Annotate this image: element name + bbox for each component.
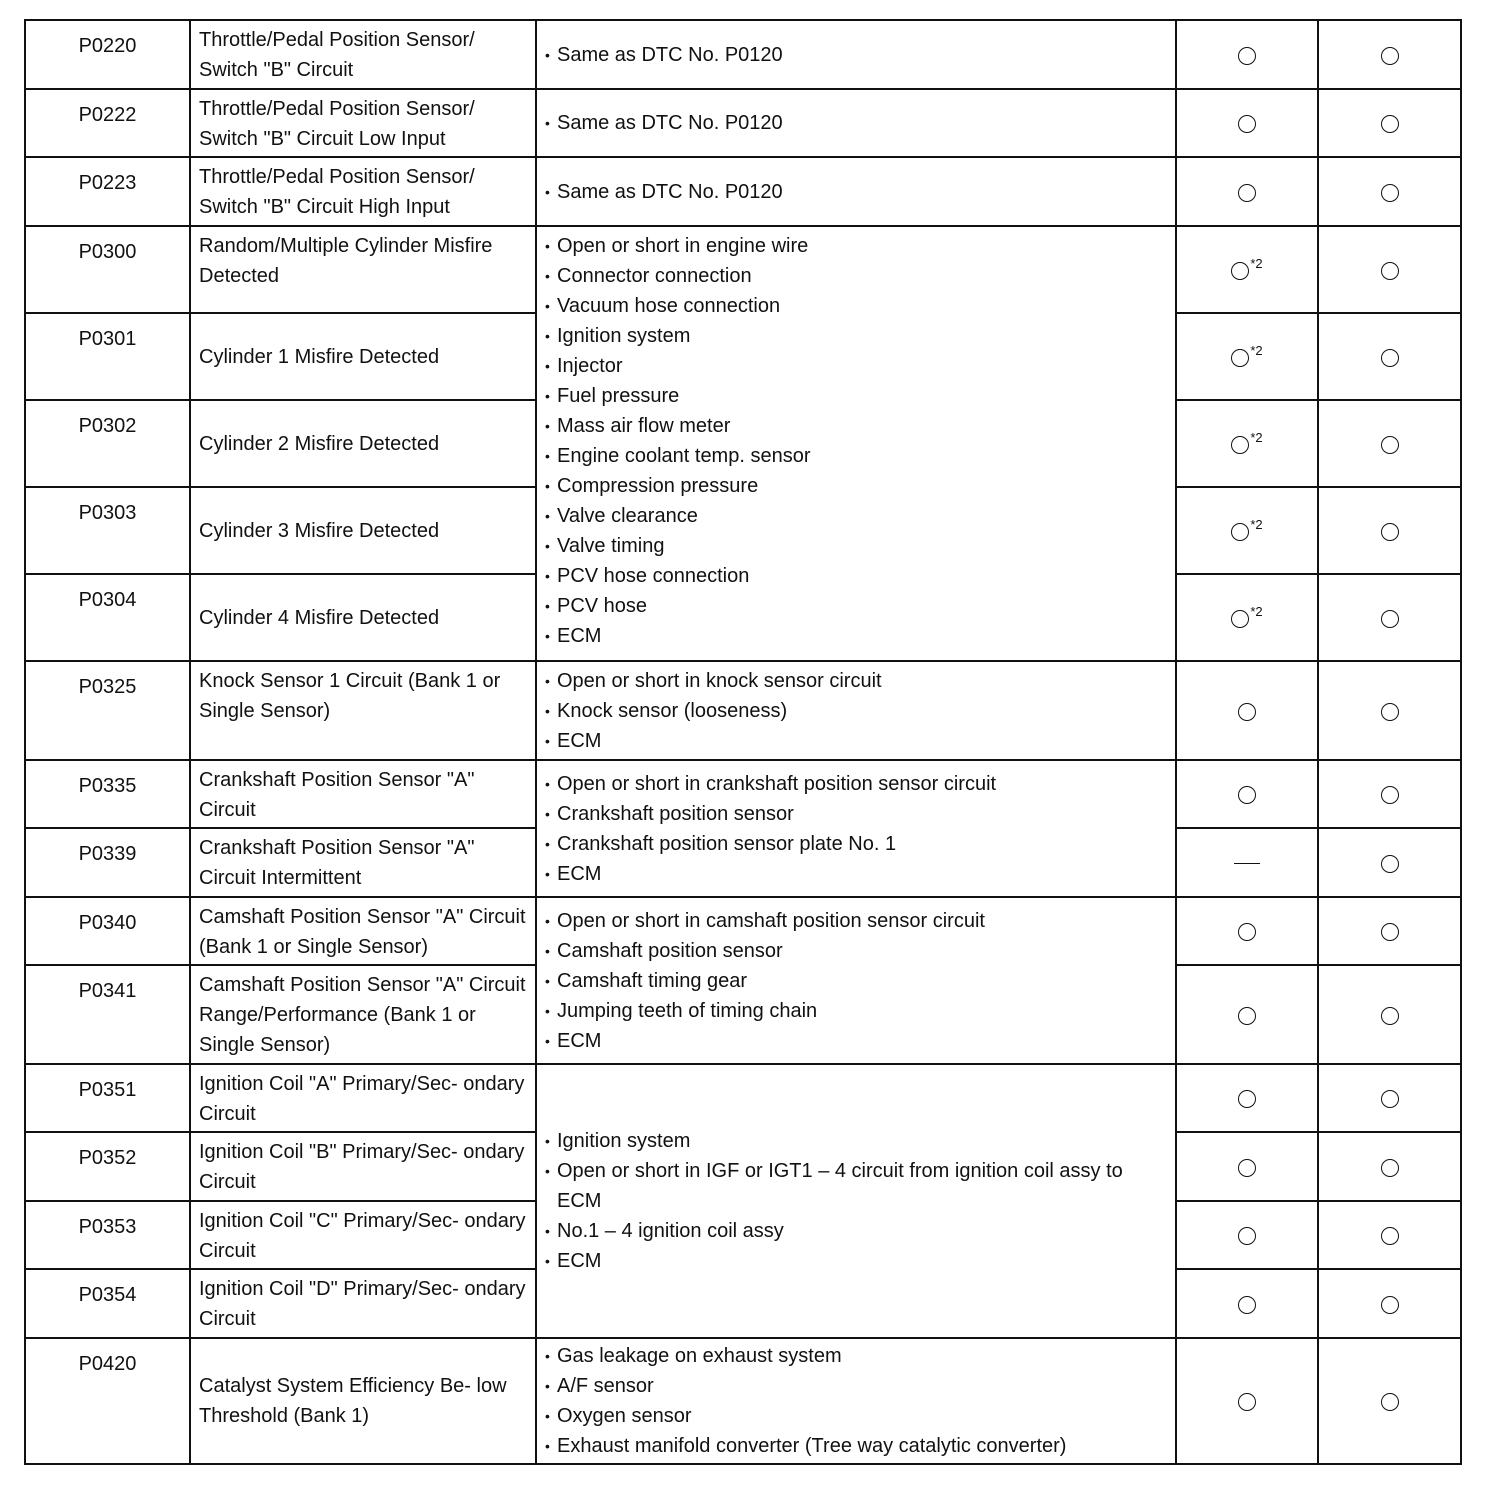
circle-mark xyxy=(1381,262,1399,280)
mil-cell xyxy=(1176,760,1318,828)
circle-mark xyxy=(1381,703,1399,721)
circle-mark xyxy=(1381,1007,1399,1025)
dtc-code-cell xyxy=(25,157,190,226)
mil-cell xyxy=(1176,487,1318,574)
circle-mark xyxy=(1381,1296,1399,1314)
circle-mark xyxy=(1238,184,1256,202)
trouble-area-list xyxy=(545,666,1167,756)
memory-cell xyxy=(1318,828,1461,897)
trouble-area-item: • Valve clearance xyxy=(545,501,1167,531)
trouble-area-item: • Connector connection xyxy=(545,261,1167,291)
trouble-area-item: • Same as DTC No. P0120 xyxy=(545,108,1167,138)
memory-cell xyxy=(1318,226,1461,313)
trouble-area xyxy=(536,20,1176,89)
trouble-area xyxy=(536,89,1176,157)
circle-mark xyxy=(1381,349,1399,367)
detection-item: Knock Sensor 1 Circuit (Bank 1 or Single Sensor) xyxy=(190,661,536,760)
memory-cell xyxy=(1318,157,1461,226)
memory-cell xyxy=(1318,1132,1461,1201)
trouble-area-item: • Camshaft position sensor xyxy=(545,936,1167,966)
memory-cell xyxy=(1318,1269,1461,1338)
trouble-area-item: • ECM xyxy=(545,726,1167,756)
table-row xyxy=(25,1338,1461,1464)
circle-mark xyxy=(1381,1090,1399,1108)
trouble-area xyxy=(536,760,1176,897)
mil-cell xyxy=(1176,226,1318,313)
detection-item: Throttle/Pedal Position Sensor/ Switch "B" Circuit Low Input xyxy=(190,89,536,157)
detection-item: Ignition Coil "B" Primary/Sec- ondary Circuit xyxy=(190,1132,536,1201)
detection-item: Cylinder 3 Misfire Detected xyxy=(190,487,536,574)
dtc-code: P0304 xyxy=(78,589,137,611)
trouble-area-item: • Ignition system xyxy=(545,1126,1167,1156)
detection-item: Ignition Coil "D" Primary/Sec- ondary Circuit xyxy=(190,1269,536,1338)
trouble-area-item: • ECM xyxy=(545,1026,1167,1056)
trouble-area-item: • Exhaust manifold converter (Tree way catalytic converter) xyxy=(545,1431,1167,1461)
mil-cell xyxy=(1176,965,1318,1064)
trouble-area xyxy=(536,661,1176,760)
trouble-area-item: • Open or short in crankshaft position sensor circuit xyxy=(545,769,1167,799)
table-row xyxy=(25,661,1461,760)
circle-mark xyxy=(1231,262,1249,280)
trouble-area-item: • Camshaft timing gear xyxy=(545,966,1167,996)
dtc-code-cell xyxy=(25,89,190,157)
dtc-code: P0335 xyxy=(78,775,137,797)
mil-cell xyxy=(1176,1132,1318,1201)
dtc-table-body xyxy=(25,20,1461,1464)
trouble-area-item: • Engine coolant temp. sensor xyxy=(545,441,1167,471)
mil-cell xyxy=(1176,897,1318,965)
table-row xyxy=(25,760,1461,828)
circle-mark xyxy=(1238,1296,1256,1314)
memory-cell xyxy=(1318,760,1461,828)
dtc-code-cell xyxy=(25,760,190,828)
circle-mark xyxy=(1381,1159,1399,1177)
trouble-area-item: • No.1 – 4 ignition coil assy xyxy=(545,1216,1167,1246)
dtc-code: P0303 xyxy=(78,502,137,524)
memory-cell xyxy=(1318,313,1461,400)
trouble-area-item: • Same as DTC No. P0120 xyxy=(545,40,1167,70)
trouble-area-item: • Open or short in IGF or IGT1 – 4 circuit from ignition coil assy to ECM xyxy=(545,1156,1167,1216)
table-row xyxy=(25,89,1461,157)
dtc-code-cell xyxy=(25,1064,190,1132)
dtc-code-cell xyxy=(25,487,190,574)
detection-item: Ignition Coil "A" Primary/Sec- ondary Circuit xyxy=(190,1064,536,1132)
circle-mark xyxy=(1381,184,1399,202)
trouble-area xyxy=(536,897,1176,1064)
trouble-area-item: • Ignition system xyxy=(545,321,1167,351)
circle-mark xyxy=(1381,786,1399,804)
trouble-area-list xyxy=(545,177,1167,207)
mil-cell xyxy=(1176,20,1318,89)
circle-mark xyxy=(1231,436,1249,454)
trouble-area-item: • Mass air flow meter xyxy=(545,411,1167,441)
trouble-area xyxy=(536,1064,1176,1338)
trouble-area-list xyxy=(545,108,1167,138)
trouble-area xyxy=(536,226,1176,661)
trouble-area-item: • A/F sensor xyxy=(545,1371,1167,1401)
detection-item: Crankshaft Position Sensor "A" Circuit xyxy=(190,760,536,828)
detection-item: Throttle/Pedal Position Sensor/ Switch "B" Circuit xyxy=(190,20,536,89)
dtc-code: P0325 xyxy=(78,676,137,698)
detection-item: Random/Multiple Cylinder Misfire Detected xyxy=(190,226,536,313)
dtc-code-cell xyxy=(25,20,190,89)
circle-mark xyxy=(1231,523,1249,541)
dtc-code: P0301 xyxy=(78,328,137,350)
dtc-code: P0223 xyxy=(78,172,137,194)
trouble-area-list xyxy=(545,1341,1167,1461)
dtc-code: P0302 xyxy=(78,415,137,437)
circle-mark xyxy=(1238,1227,1256,1245)
table-row xyxy=(25,897,1461,965)
dtc-code-cell xyxy=(25,1132,190,1201)
trouble-area-item: • ECM xyxy=(545,859,1167,889)
trouble-area-item: • Vacuum hose connection xyxy=(545,291,1167,321)
trouble-area-list xyxy=(545,231,1167,651)
dtc-code: P0351 xyxy=(78,1079,137,1101)
trouble-area xyxy=(536,157,1176,226)
dtc-code-cell xyxy=(25,313,190,400)
footnote-marker: *2 xyxy=(1250,604,1263,620)
circle-mark xyxy=(1381,436,1399,454)
memory-cell xyxy=(1318,1201,1461,1269)
mil-cell xyxy=(1176,313,1318,400)
trouble-area-item: • Open or short in knock sensor circuit xyxy=(545,666,1167,696)
trouble-area-item: • Knock sensor (looseness) xyxy=(545,696,1167,726)
memory-cell xyxy=(1318,487,1461,574)
memory-cell xyxy=(1318,897,1461,965)
circle-mark xyxy=(1238,47,1256,65)
detection-item: Cylinder 2 Misfire Detected xyxy=(190,400,536,487)
trouble-area-item: • Oxygen sensor xyxy=(545,1401,1167,1431)
memory-cell xyxy=(1318,400,1461,487)
trouble-area-item: • Crankshaft position sensor plate No. 1 xyxy=(545,829,1167,859)
table-row xyxy=(25,157,1461,226)
trouble-area-item: • PCV hose xyxy=(545,591,1167,621)
dtc-code-cell xyxy=(25,828,190,897)
mil-cell xyxy=(1176,1338,1318,1464)
table-row xyxy=(25,1064,1461,1132)
dtc-code-cell xyxy=(25,965,190,1064)
footnote-marker: *2 xyxy=(1250,343,1263,359)
trouble-area-list xyxy=(545,40,1167,70)
circle-mark xyxy=(1381,923,1399,941)
memory-cell xyxy=(1318,661,1461,760)
mil-cell xyxy=(1176,157,1318,226)
circle-mark xyxy=(1238,703,1256,721)
table-row xyxy=(25,20,1461,89)
trouble-area-item: • Crankshaft position sensor xyxy=(545,799,1167,829)
trouble-area-item: • Open or short in engine wire xyxy=(545,231,1167,261)
detection-item: Camshaft Position Sensor "A" Circuit (Bank 1 or Single Sensor) xyxy=(190,897,536,965)
circle-mark xyxy=(1238,1007,1256,1025)
dash-mark xyxy=(1234,863,1260,864)
dtc-code-cell xyxy=(25,897,190,965)
mil-cell xyxy=(1176,89,1318,157)
memory-cell xyxy=(1318,1064,1461,1132)
dtc-code: P0420 xyxy=(78,1353,137,1375)
trouble-area-list xyxy=(545,1126,1167,1276)
table-row xyxy=(25,226,1461,313)
dtc-code: P0220 xyxy=(78,35,137,57)
trouble-area-item: • Open or short in camshaft position sensor circuit xyxy=(545,906,1167,936)
mil-cell xyxy=(1176,1201,1318,1269)
dtc-code: P0340 xyxy=(78,912,137,934)
trouble-area-item: • Jumping teeth of timing chain xyxy=(545,996,1167,1026)
dtc-code-cell xyxy=(25,1338,190,1464)
footnote-marker: *2 xyxy=(1250,430,1263,446)
circle-mark xyxy=(1231,610,1249,628)
circle-mark xyxy=(1238,786,1256,804)
circle-mark xyxy=(1238,115,1256,133)
trouble-area-item: • Gas leakage on exhaust system xyxy=(545,1341,1167,1371)
trouble-area-item: • ECM xyxy=(545,621,1167,651)
circle-mark xyxy=(1381,1393,1399,1411)
memory-cell xyxy=(1318,89,1461,157)
dtc-code: P0352 xyxy=(78,1147,137,1169)
dtc-code: P0354 xyxy=(78,1284,137,1306)
dtc-code: P0339 xyxy=(78,843,137,865)
dtc-code-cell xyxy=(25,661,190,760)
mil-cell xyxy=(1176,828,1318,897)
circle-mark xyxy=(1381,115,1399,133)
mil-cell xyxy=(1176,1269,1318,1338)
trouble-area-item: • ECM xyxy=(545,1246,1167,1276)
dtc-table xyxy=(24,19,1462,1465)
detection-item: Cylinder 1 Misfire Detected xyxy=(190,313,536,400)
detection-item: Cylinder 4 Misfire Detected xyxy=(190,574,536,661)
dtc-code: P0222 xyxy=(78,104,137,126)
mil-cell xyxy=(1176,661,1318,760)
circle-mark xyxy=(1238,1090,1256,1108)
memory-cell xyxy=(1318,965,1461,1064)
trouble-area-item: • Injector xyxy=(545,351,1167,381)
circle-mark xyxy=(1238,923,1256,941)
trouble-area-list xyxy=(545,906,1167,1056)
circle-mark xyxy=(1231,349,1249,367)
circle-mark xyxy=(1381,1227,1399,1245)
detection-item: Ignition Coil "C" Primary/Sec- ondary Circuit xyxy=(190,1201,536,1269)
memory-cell xyxy=(1318,20,1461,89)
circle-mark xyxy=(1381,610,1399,628)
dtc-code-cell xyxy=(25,226,190,313)
trouble-area-item: • Same as DTC No. P0120 xyxy=(545,177,1167,207)
trouble-area xyxy=(536,1338,1176,1464)
dtc-code-cell xyxy=(25,1269,190,1338)
mil-cell xyxy=(1176,400,1318,487)
memory-cell xyxy=(1318,574,1461,661)
footnote-marker: *2 xyxy=(1250,517,1263,533)
detection-item: Throttle/Pedal Position Sensor/ Switch "B" Circuit High Input xyxy=(190,157,536,226)
dtc-code-cell xyxy=(25,574,190,661)
dtc-code-cell xyxy=(25,1201,190,1269)
circle-mark xyxy=(1238,1393,1256,1411)
dtc-code: P0300 xyxy=(78,241,137,263)
detection-item: Crankshaft Position Sensor "A" Circuit Intermittent xyxy=(190,828,536,897)
circle-mark xyxy=(1381,523,1399,541)
trouble-area-list xyxy=(545,769,1167,889)
circle-mark xyxy=(1381,855,1399,873)
mil-cell xyxy=(1176,574,1318,661)
trouble-area-item: • Fuel pressure xyxy=(545,381,1167,411)
circle-mark xyxy=(1238,1159,1256,1177)
dtc-code: P0341 xyxy=(78,980,137,1002)
trouble-area-item: • Valve timing xyxy=(545,531,1167,561)
trouble-area-item: • PCV hose connection xyxy=(545,561,1167,591)
detection-item: Camshaft Position Sensor "A" Circuit Range/Performance (Bank 1 or Single Sensor) xyxy=(190,965,536,1064)
dtc-code: P0353 xyxy=(78,1216,137,1238)
dtc-code-cell xyxy=(25,400,190,487)
circle-mark xyxy=(1381,47,1399,65)
footnote-marker: *2 xyxy=(1250,256,1263,272)
detection-item: Catalyst System Efficiency Be- low Threshold (Bank 1) xyxy=(190,1338,536,1464)
memory-cell xyxy=(1318,1338,1461,1464)
trouble-area-item: • Compression pressure xyxy=(545,471,1167,501)
mil-cell xyxy=(1176,1064,1318,1132)
